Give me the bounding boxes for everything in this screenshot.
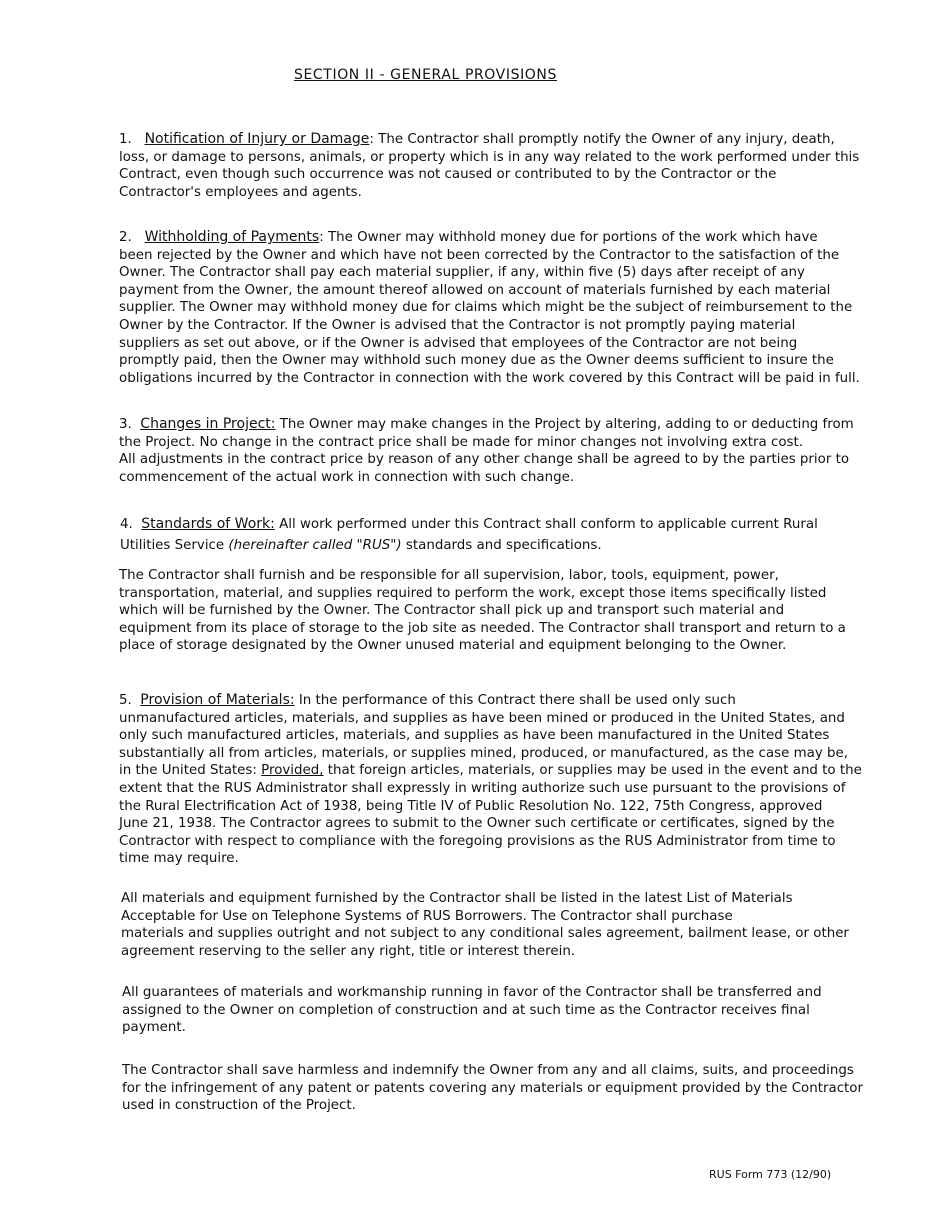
section-4-text: All work performed under this Contract shall conform to applicable current Rural Utilities Service [120, 517, 818, 553]
section-5-heading: Provision of Materials: [140, 692, 295, 708]
section-1-separator: : [369, 132, 374, 147]
section-3-heading: Changes in Project: [140, 416, 276, 432]
section-5-text: In the performance of this Contract there shall be used only such unmanufactured articles, materials, and supplies as have been mined or produced in the United States, and only such manufactured articles, materials, and supplies as have been manufactured in the United States substantially all from articles, materials, or supplies mined, produced, or manufactured, as the case may be, in the United States: [119, 693, 849, 779]
section-2-heading: Withholding of Payments [144, 229, 320, 245]
section-5-paragraph-3: The Contractor shall save harmless and indemnify the Owner from any and all claims, suits, and proceedings for the infringement of any patent or patents covering any materials or equipment provided by the Contractor used in construction of the Project. [122, 1063, 864, 1114]
section-3-text: The Owner may make changes in the Project by altering, adding to or deducting from the Project. No change in the contract price shall be made for minor changes not involving extra cost. All adjustments in the contract price by reason of any other change shall be agreed to by the parties prior to commencement of the actual work in connection with such change. [119, 417, 854, 485]
section-2-text: The Owner may withhold money due for portions of the work which have been rejected by the Owner and which have not been corrected by the Contractor to the satisfaction of the Owner. The Contractor shall pay each material supplier, if any, within five (5) days after receipt of any payment from the Owner, the amount thereof allowed on account of materials furnished by each material supplier. The Owner may withhold money due for claims which might be the subject of reimbursement to the Owner by the Contractor. If the Owner is advised that the Contractor is not promptly paying material suppliers as set out above, or if the Owner is advised that employees of the Contractor are not being promptly paid, then the Owner may withhold such money due as the Owner deems sufficient to insure the obligations incurred by the Contractor in connection with the work covered by this Contract will be paid in full. [119, 230, 860, 386]
section-4-text-end: standards and specifications. [401, 538, 602, 553]
section-2-separator: : [319, 230, 324, 245]
section-3 [119, 416, 854, 486]
section-5-number: 5. [119, 693, 132, 708]
section-1 [119, 131, 859, 201]
section-4-italic-text: (hereinafter called "RUS") [228, 538, 402, 553]
section-4-heading: Standards of Work: [141, 516, 275, 532]
section-5-text-end: that foreign articles, materials, or supplies may be used in the event and to the extent that the RUS Administrator shall expressly in writing authorize such use pursuant to the provisions of the Rural Electrification Act of 1938, being Title IV of Public Resolution No. 122, 75th Congress, approved June 21, 1938. The Contractor agrees to submit to the Owner such certificate or certificates, signed by the Contractor with respect to compliance with the foregoing provisions as the RUS Administrator from time to time may require. [119, 763, 862, 867]
section-2 [119, 229, 860, 387]
section-4-paragraph: The Contractor shall furnish and be responsible for all supervision, labor, tools, equipment, power, transportation, material, and supplies required to perform the work, except those items specifically listed which will be furnished by the Owner. The Contractor shall pick up and transport such material and equipment from its place of storage to the job site as needed. The Contractor shall transport and return to a place of storage designated by the Owner unused material and equipment belonging to the Owner. [119, 568, 846, 654]
section-4 [120, 514, 818, 556]
section-1-number: 1. [119, 132, 132, 147]
section-1-text: The Contractor shall promptly notify the Owner of any injury, death, loss, or damage to persons, animals, or property which is in any way related to the work performed under this Contract, even though such occurrence was not caused or contributed to by the Contractor or the Contractor's employees and agents. [119, 132, 860, 200]
section-5 [119, 692, 862, 868]
section-4-number: 4. [120, 517, 133, 532]
section-5-paragraph-2: All guarantees of materials and workmanship running in favor of the Contractor shall be transferred and assigned to the Owner on completion of construction and at such time as the Contractor receives final payment. [122, 985, 822, 1036]
page-title: SECTION II - GENERAL PROVISIONS [294, 67, 557, 83]
form-number: RUS Form 773 (12/90) [709, 1168, 832, 1181]
section-5-paragraph-1: All materials and equipment furnished by the Contractor shall be listed in the latest List of Materials Acceptable for Use on Telephone Systems of RUS Borrowers. The Contractor shall purchase materials and supplies outright and not subject to any conditional sales agreement, bailment lease, or other agreement reserving to the seller any right, title or interest therein. [121, 891, 849, 959]
section-3-number: 3. [119, 417, 132, 432]
section-1-heading: Notification of Injury or Damage [144, 131, 370, 147]
section-5-provided: Provided, [261, 763, 324, 779]
section-2-number: 2. [119, 230, 132, 245]
